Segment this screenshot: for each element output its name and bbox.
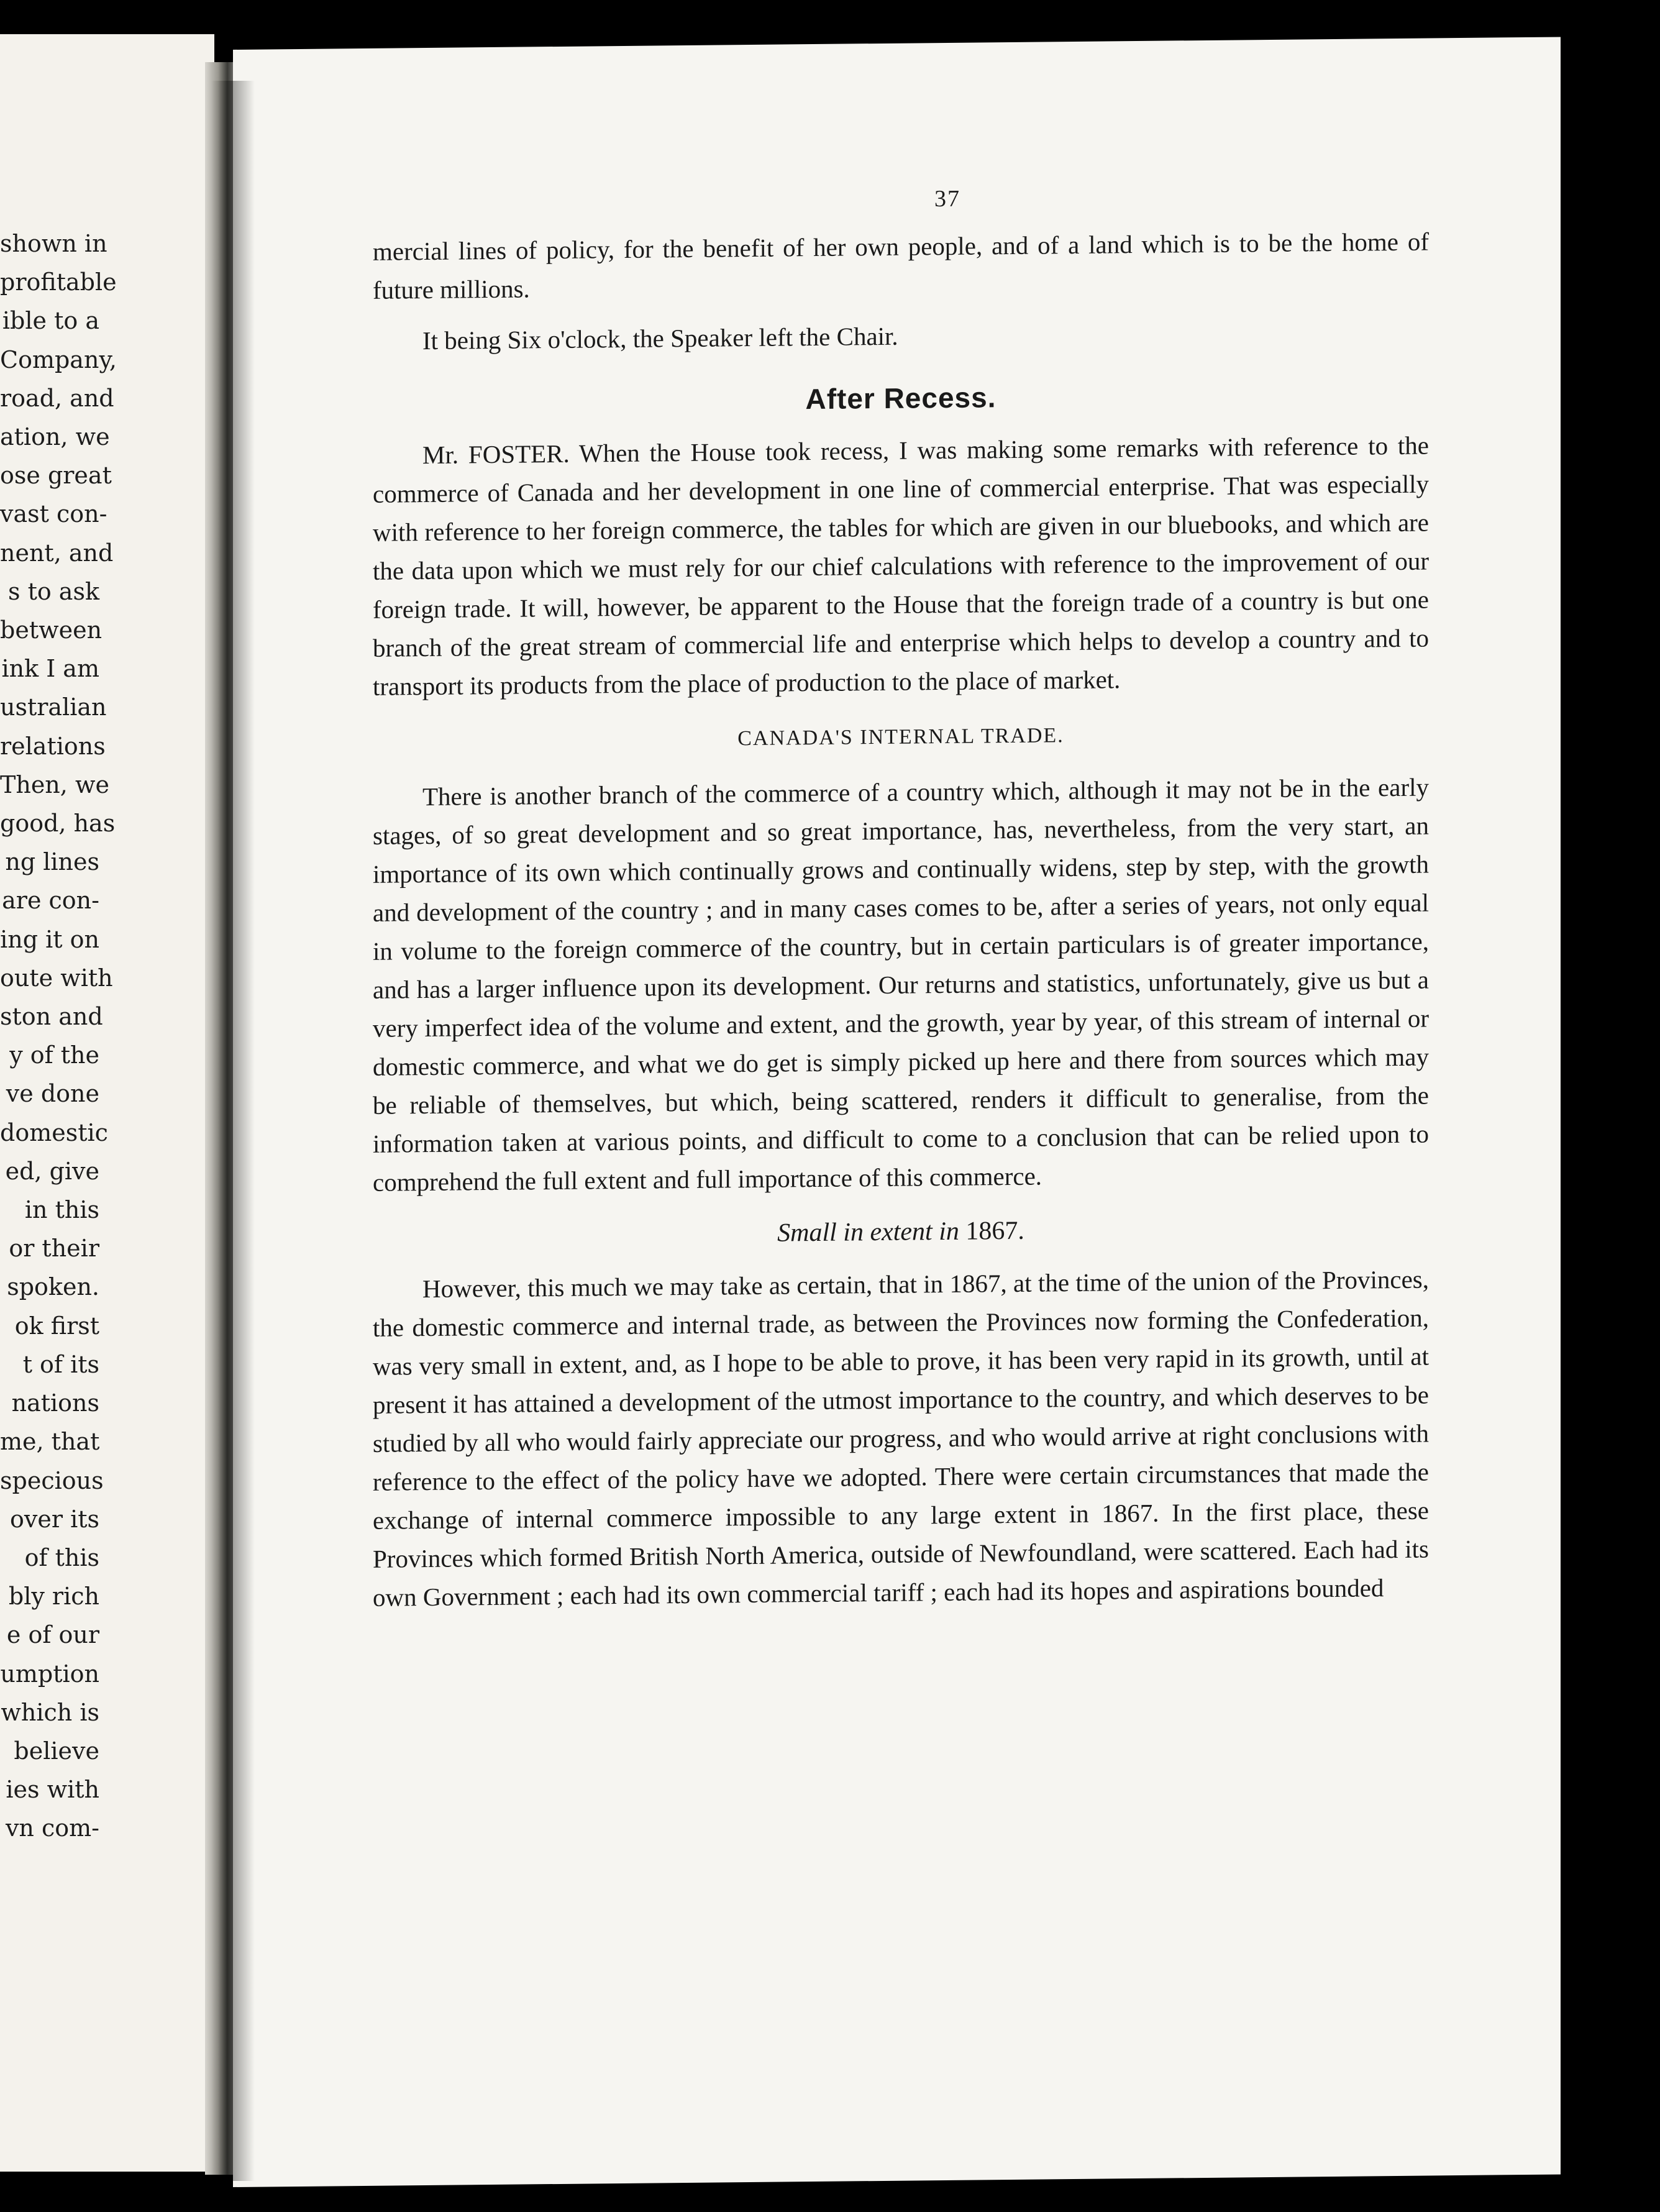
foster-paragraph: Mr. FOSTER. When the House took recess, I was making some remarks with reference to the commerce of Canada and her development in one line of commercial enterprise. That was especially with reference to her foreign commerce, the tables for which are given in our bluebooks, and which are the data upon which we must rely for our chief calculations with reference to the improvement of our foreign trade. It will, however, be apparent to the House that the foreign trade of a country is but one branch of the great stream of commercial life and enterprise which helps to develop a country and to transport its products from the place of production to the place of market. [373,431,1429,701]
previous-page-line: vast con- [0,500,107,528]
previous-page-line: ve done [6,1080,99,1108]
previous-page-line: nations [11,1389,99,1417]
previous-page-line: nent, and [0,539,114,567]
previous-page-text [0,224,117,1848]
previous-page-line: ustralian [0,693,107,721]
previous-page-line: relations [0,732,106,760]
previous-page-line: or their [9,1235,99,1263]
previous-page-line: s to ask [8,577,99,605]
previous-page-line: good, has [0,810,116,838]
section-heading-internal-trade: CANADA'S INTERNAL TRADE. [737,724,1064,751]
page-content [373,175,1429,1617]
previous-page-line: ose great [0,462,112,490]
previous-page-line: umption [0,1660,99,1688]
previous-page-line: ed, give [5,1157,99,1185]
previous-page-line: profitable [0,268,117,296]
previous-page-line: Then, we [0,770,109,798]
previous-page-line: domestic [0,1118,108,1146]
opening-paragraph: mercial lines of policy, for the benefit of her own people, and of a land which is to be the home of future millions. [373,227,1429,304]
previous-page-line: believe [14,1737,99,1765]
previous-page-line: shown in [0,230,107,257]
current-page [233,37,1562,2187]
previous-page-line: Company, [0,345,117,373]
previous-page-line: road, and [0,384,114,412]
previous-page-line: over its [9,1505,99,1533]
previous-page-line: ies with [6,1776,99,1804]
scan-background [1561,0,1660,2212]
final-paragraph: However, this much we may take as certain, that in 1867, at the time of the union of the Provinces, the domestic commerce and internal trade, as between the Provinces now forming the Confederation, was very small in extent, and, as I hope to be able to prove, it has been very rapid in its growth, until at present it has attained a development of the utmost importance to the country, and which deserves to be studied by all who would fairly appreciate our progress, and who would arrive at right conclusions with reference to the effect of the policy have we adopted. There were certain circumstances that made the exchange of internal commerce impossible to any large extent in 1867. In the first place, these Provinces which formed British North America, outside of Newfoundland, were scattered. Each had its own Government ; each had its own commercial tariff ; each had its hopes and aspirations bounded [373,1264,1429,1612]
previous-page-line: ible to a [2,307,99,335]
previous-page-line: ation, we [0,423,110,451]
previous-page-line: are con- [2,887,99,915]
previous-page-line: e of our [6,1621,99,1649]
previous-page-line: ng lines [5,848,99,876]
subheading-italic-text: Small in extent in [777,1217,959,1248]
previous-page-line: spoken. [7,1273,99,1301]
previous-page-line: bly rich [8,1583,99,1611]
previous-page-line: ok first [14,1312,99,1340]
previous-page-line: oute with [0,964,113,992]
subheading-year: 1867. [965,1216,1024,1246]
previous-page-line: between [0,616,103,644]
previous-page-line: of this [24,1543,99,1571]
heading-after-recess: After Recess. [805,381,996,416]
recess-line: It being Six o'clock, the Speaker left the Chair. [422,321,898,355]
previous-page-line: specious [0,1466,104,1494]
previous-page-line: vn com- [5,1814,99,1842]
previous-page-line: in this [24,1196,99,1224]
previous-page-line: t of its [22,1350,99,1378]
internal-trade-paragraph: There is another branch of the commerce of a country which, although it may not be in the early stages, of so great development and so great importance, has, nevertheless, from the very start, an importance of its own which continually grows and continually widens, step by step, with the growth and development of the country ; and in many cases comes to be, after a series of years, not only equal in volume to the foreign commerce of the country, but in certain particulars is of greater importance, and has a larger influence upon its development. Our returns and statistics, unfortunately, give us but a very imperfect idea of the volume and extent, and the growth, year by year, of this stream of internal or domestic commerce, and what we do get is simply picked up here and there from sources which may be reliable of themselves, but which, being scattered, renders it difficult to generalise, from the information taken at various points, and difficult to come to a conclusion that can be relied upon to comprehend the full extent and full importance of this commerce. [373,772,1429,1197]
previous-page-line: which is [1,1698,99,1726]
page-number: 37 [934,185,960,213]
previous-page-line: y of the [9,1041,99,1069]
previous-page-line: me, that [0,1428,100,1456]
page-edge-shadow [211,81,255,2181]
subheading-small-in-extent [373,1208,1429,1256]
previous-page-line: ing it on [0,925,99,953]
previous-page-line: ston and [0,1003,103,1031]
previous-page-line: ink I am [1,655,99,683]
previous-page [0,34,214,2172]
